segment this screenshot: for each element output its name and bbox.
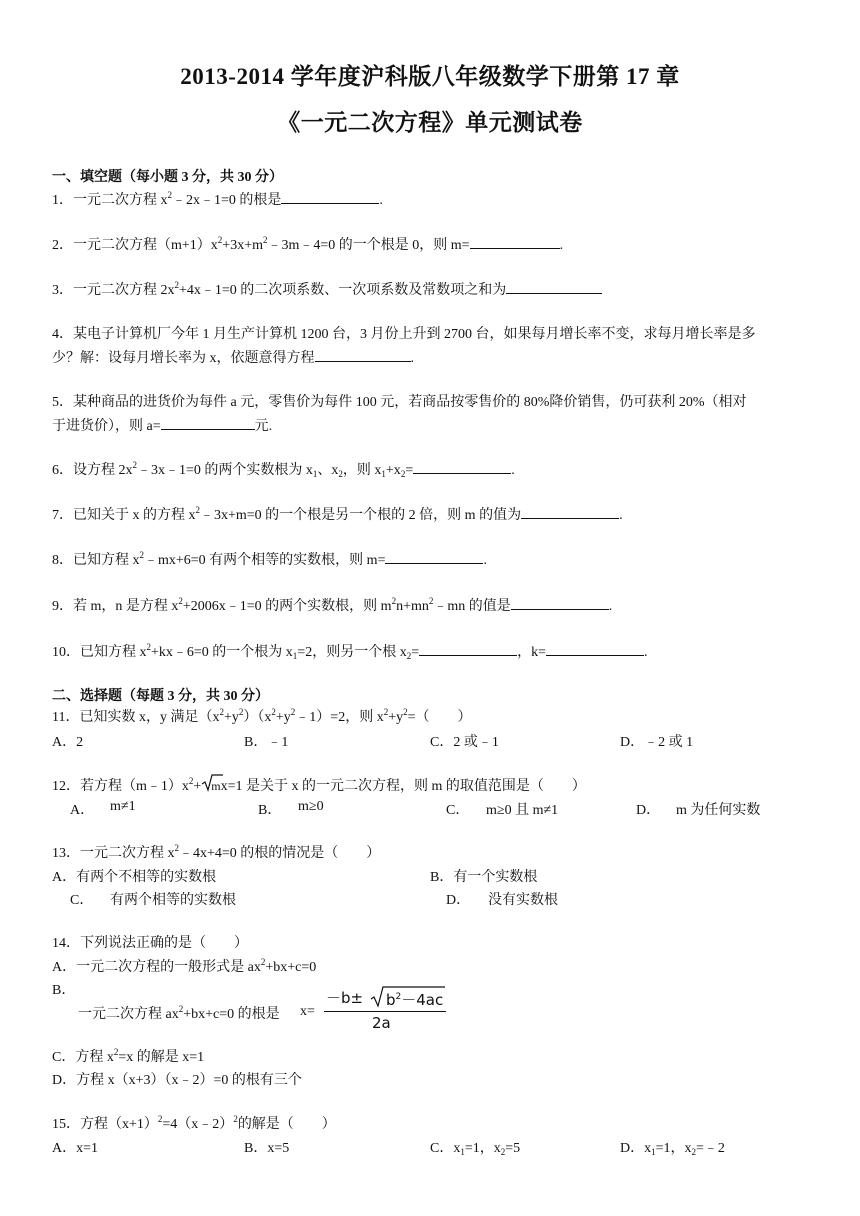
q9-sup-2: 2 <box>391 596 397 606</box>
question-3 <box>52 278 812 302</box>
q14-c-text: C．方程 x <box>52 1050 114 1065</box>
q1-text: 1．一元二次方程 x <box>52 193 168 208</box>
q15-c-text: C．x <box>430 1141 461 1156</box>
q7-sup: 2 <box>195 505 200 515</box>
q11-text-4: +y <box>275 710 291 725</box>
q6-text: 6．设方程 2x <box>52 463 133 478</box>
question-5 <box>52 391 812 438</box>
formula-rad-sup: 2 <box>395 992 402 1002</box>
question-7 <box>52 503 812 527</box>
q11-option-a[interactable]: A．2 <box>52 735 84 750</box>
q15-c-sub-1: 1 <box>460 1147 465 1157</box>
q6-sub-2: 2 <box>338 469 343 479</box>
q13-option-d-label[interactable]: D． <box>446 893 471 908</box>
q12-option-b[interactable]: m≥0 <box>298 799 324 814</box>
q12-radicand: m <box>211 779 221 793</box>
q5-end: 元. <box>254 419 273 434</box>
q15-option-a[interactable]: A．x=1 <box>52 1141 99 1156</box>
q13-option-b[interactable]: B．有一个实数根 <box>430 870 538 885</box>
q6-text-3: 、x <box>317 463 339 478</box>
q3-answer-blank[interactable] <box>506 278 602 294</box>
question-14: 14．下列说法正确的是（ ） <box>52 936 248 951</box>
q3-sup: 2 <box>174 280 179 290</box>
formula-x: x= <box>300 1004 315 1019</box>
q6-sub-3: 1 <box>381 469 386 479</box>
q1-end: . <box>379 193 383 208</box>
q8-answer-blank[interactable] <box>385 548 483 564</box>
q13-option-c-label[interactable]: C． <box>70 893 94 908</box>
q10-text-4: = <box>411 645 420 660</box>
q15-text-2: =4（x﹣2） <box>162 1117 234 1132</box>
q10-answer-blank-2[interactable] <box>546 640 644 656</box>
q11-sup-6: 2 <box>403 707 408 717</box>
question-11 <box>52 706 812 729</box>
q6-sup: 2 <box>132 460 137 470</box>
q14-option-b-label[interactable]: B． <box>52 983 76 998</box>
q10-sub-2: 2 <box>406 651 412 661</box>
q12-option-c[interactable]: m≥0 且 m≠1 <box>486 803 559 818</box>
q11-text-6: +y <box>388 710 404 725</box>
q7-text: 7．已知关于 x 的方程 x <box>52 508 196 523</box>
q9-answer-blank[interactable] <box>511 594 609 610</box>
q2-text: 2．一元二次方程（m+1）x <box>52 238 218 253</box>
q12-option-d[interactable]: m 为任何实数 <box>676 803 761 818</box>
q10-text-2: +kx﹣6=0 的一个根为 x <box>151 645 293 660</box>
q15-option-d[interactable] <box>620 1137 725 1157</box>
q8-text: 8．已知方程 x <box>52 553 140 568</box>
formula-denominator: 2a <box>372 1014 391 1032</box>
q14-option-b[interactable] <box>78 1003 280 1023</box>
q11-text: 11．已知实数 x，y 满足（x <box>52 710 220 725</box>
formula-rad-rest: －4ac <box>401 991 444 1009</box>
q8-text-2: ﹣mx+6=0 有两个相等的实数根，则 m= <box>144 553 386 568</box>
q10-answer-blank-1[interactable] <box>419 640 517 656</box>
question-4 <box>52 323 812 370</box>
q11-sup-3: 2 <box>271 707 276 717</box>
q8-end: . <box>483 553 487 568</box>
q5-answer-blank[interactable] <box>161 414 255 430</box>
q13-option-c[interactable]: 有两个相等的实数根 <box>110 893 236 908</box>
exam-title-line2: 《一元二次方程》单元测试卷 <box>277 110 583 135</box>
q14-option-a[interactable] <box>52 956 316 976</box>
q6-text-4: ，则 x <box>342 463 382 478</box>
q2-answer-blank[interactable] <box>470 233 560 249</box>
q6-sub-4: 2 <box>400 469 406 479</box>
q5-text-2: 于进货价），则 a= <box>52 419 161 434</box>
q15-c-text-2: =1，x <box>464 1141 501 1156</box>
q14-b-text-2: +bx+c=0 的根是 <box>183 1007 280 1022</box>
q15-sup-1: 2 <box>157 1114 163 1124</box>
q7-end: . <box>619 508 623 523</box>
q3-text-2: +4x﹣1=0 的二次项系数、一次项系数及常数项之和为 <box>179 283 507 298</box>
q14-b-sup: 2 <box>178 1004 184 1014</box>
q1-text-2: ﹣2x﹣1=0 的根是 <box>172 193 282 208</box>
question-1 <box>52 188 812 212</box>
q9-text-3: n+mn <box>396 599 429 614</box>
q12-text: 12．若方程（m﹣1）x <box>52 779 189 794</box>
q11-sup-2: 2 <box>238 707 244 717</box>
q2-text-2: +3x+m <box>222 238 263 253</box>
q4-end: . <box>410 351 414 366</box>
q10-sup: 2 <box>146 642 151 652</box>
q2-text-3: ﹣3m﹣4=0 的一个根是 0，则 m= <box>267 238 470 253</box>
formula-rad-b: b <box>386 991 396 1009</box>
q11-sup-5: 2 <box>383 707 389 717</box>
q11-text-5: ﹣1）=2，则 x <box>295 710 384 725</box>
section-1-heading: 一、填空题（每小题 3 分，共 30 分） <box>52 170 283 185</box>
q7-answer-blank[interactable] <box>521 503 619 519</box>
q10-text-5: ，k= <box>517 645 547 660</box>
q13-option-d[interactable]: 没有实数根 <box>488 893 558 908</box>
q12-sup: 2 <box>188 776 194 786</box>
q12-option-c-label[interactable]: C． <box>446 803 470 818</box>
q15-c-sub-2: 2 <box>500 1147 506 1157</box>
q14-c-sup: 2 <box>113 1047 119 1057</box>
q6-end: . <box>511 463 515 478</box>
section-2-heading: 二、选择题（每题 3 分，共 30 分） <box>52 689 269 704</box>
formula-numerator: －b± <box>326 989 364 1007</box>
question-9 <box>52 594 812 618</box>
q9-text-4: ﹣mn 的值是 <box>433 599 511 614</box>
q11-text-2: +y <box>223 710 239 725</box>
q15-d-sub-2: 2 <box>691 1147 697 1157</box>
q15-d-sub-1: 1 <box>651 1147 656 1157</box>
q4-answer-blank[interactable] <box>315 346 411 362</box>
q12-text-3: x=1 是关于 x 的一元二次方程，则 m 的取值范围是（ ） <box>220 779 586 794</box>
quadratic-formula <box>300 986 450 1036</box>
q15-sup-2: 2 <box>233 1114 238 1124</box>
question-15 <box>52 1113 812 1136</box>
q14-a-text-2: +bx+c=0 <box>265 960 317 975</box>
q6-text-5: +x <box>385 463 401 478</box>
q14-b-text: 一元二次方程 ax <box>78 1007 179 1022</box>
q14-a-sup: 2 <box>260 957 266 967</box>
q9-sup-1: 2 <box>178 596 183 606</box>
q6-sub-1: 1 <box>312 469 318 479</box>
q7-text-2: ﹣3x+m=0 的一个根是另一个根的 2 倍，则 m 的值为 <box>200 508 522 523</box>
q3-text: 3．一元二次方程 2x <box>52 283 175 298</box>
question-13 <box>52 842 812 865</box>
question-8 <box>52 548 812 572</box>
q9-text-2: +2006x﹣1=0 的两个实数根，则 m <box>182 599 392 614</box>
q2-sup-2: 2 <box>262 235 268 245</box>
q12-option-b-label[interactable]: B． <box>258 803 282 818</box>
q14-option-d[interactable]: D．方程 x（x+3）（x﹣2）=0 的根有三个 <box>52 1073 302 1088</box>
exam-title-line1: 2013-2014 学年度沪科版八年级数学下册第 17 章 <box>180 64 680 89</box>
q10-sub-1: 1 <box>292 651 298 661</box>
q1-answer-blank[interactable] <box>281 188 379 204</box>
fraction-bar <box>324 1011 446 1012</box>
q12-option-a[interactable]: m≠1 <box>110 799 136 814</box>
q15-option-b[interactable]: B．x=5 <box>244 1141 290 1156</box>
q15-text-3: 的解是（ ） <box>237 1117 336 1132</box>
q9-sup-3: 2 <box>428 596 434 606</box>
q12-option-d-label[interactable]: D． <box>636 803 661 818</box>
q10-text: 10．已知方程 x <box>52 645 147 660</box>
q6-text-6: = <box>405 463 414 478</box>
q11-option-d[interactable]: D．﹣2 或 1 <box>620 735 694 750</box>
q13-text-2: ﹣4x+4=0 的根的情况是（ ） <box>179 846 381 861</box>
q13-text: 13．一元二次方程 x <box>52 846 175 861</box>
q13-option-a[interactable]: A．有两个不相等的实数根 <box>52 870 217 885</box>
q8-sup: 2 <box>139 550 144 560</box>
question-12 <box>52 774 812 800</box>
q15-d-text: D．x <box>620 1141 652 1156</box>
q6-text-2: ﹣3x﹣1=0 的两个实数根为 x <box>137 463 313 478</box>
q15-option-c[interactable] <box>430 1137 520 1157</box>
formula-radicand <box>386 989 443 1010</box>
q12-option-a-label[interactable]: A． <box>70 803 95 818</box>
q11-sup-1: 2 <box>219 707 224 717</box>
q13-sup: 2 <box>174 843 179 853</box>
q15-d-text-3: =﹣2 <box>696 1141 725 1156</box>
q14-a-text: A．一元二次方程的一般形式是 ax <box>52 960 261 975</box>
q2-sup-1: 2 <box>217 235 223 245</box>
q11-sup-4: 2 <box>290 707 296 717</box>
q2-end: . <box>559 238 564 253</box>
q15-c-text-3: =5 <box>505 1141 521 1156</box>
q11-option-c[interactable]: C．2 或﹣1 <box>430 735 499 750</box>
q10-end: . <box>644 645 648 660</box>
q12-text-2: + <box>193 779 202 794</box>
q15-d-text-2: =1，x <box>655 1141 692 1156</box>
q4-line-2 <box>52 346 812 370</box>
q4-text-2: 少？解：设每月增长率为 x，依题意得方程 <box>52 351 315 366</box>
q11-end: =（ ） <box>407 710 472 725</box>
q1-sup: 2 <box>167 190 172 200</box>
q5-line-2 <box>52 414 812 438</box>
q15-text: 15．方程（x+1） <box>52 1117 158 1132</box>
question-2 <box>52 233 812 257</box>
q10-text-3: =2，则另一个根 x <box>297 645 407 660</box>
q14-option-c[interactable] <box>52 1046 204 1066</box>
q6-answer-blank[interactable] <box>413 458 511 474</box>
q4-line-1: 4．某电子计算机厂今年 1 月生产计算机 1200 台，3 月份上升到 2700 台，如果每月增长率不变，求每月增长率是多 <box>52 327 756 342</box>
question-6 <box>52 458 812 482</box>
q9-end: . <box>608 599 613 614</box>
q14-c-text-2: =x 的解是 x=1 <box>118 1050 205 1065</box>
q9-text: 9．若 m，n 是方程 x <box>52 599 179 614</box>
q5-line-1: 5．某种商品的进货价为每件 a 元，零售价为每件 100 元，若商品按零售价的 80%降价销售，仍可获利 20%（相对 <box>52 395 747 410</box>
q11-option-b[interactable]: B．﹣1 <box>244 735 289 750</box>
q11-text-3: ）（x <box>243 710 272 725</box>
question-10 <box>52 640 812 664</box>
